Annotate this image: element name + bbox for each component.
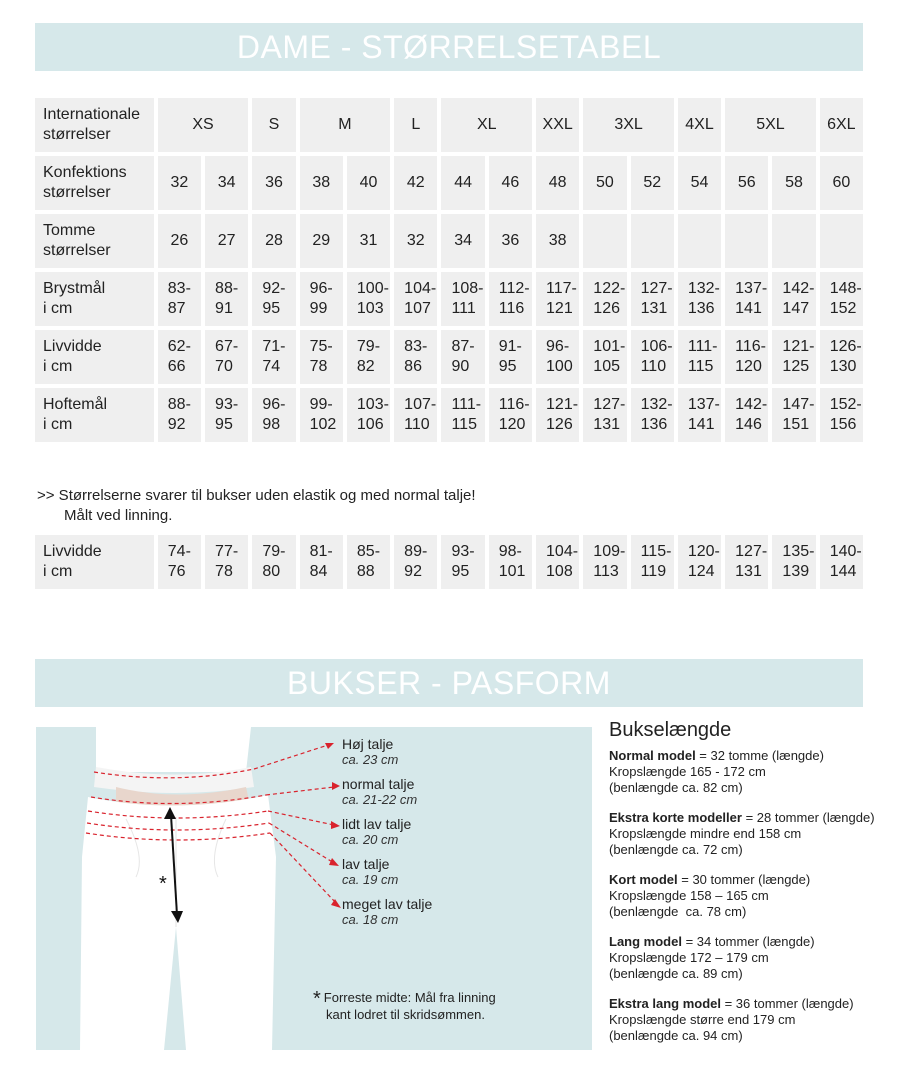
length-body: Kropslængde 165 - 172 cm [609, 764, 766, 779]
chest-range: 88- 91 [205, 272, 248, 326]
size-table-header: DAME - STØRRELSETABEL [35, 23, 863, 71]
footnote-line-1: Forreste midte: Mål fra linning [323, 990, 496, 1005]
waist-level-measure: ca. 18 cm [342, 912, 399, 927]
size-label: XS [158, 98, 249, 152]
hip-range: 116- 120 [489, 388, 532, 442]
chest-range: 104- 107 [394, 272, 437, 326]
waistband-range: 140- 144 [820, 535, 863, 589]
inch-value: 28 [252, 214, 295, 268]
waist-label-slightly-low [342, 816, 411, 848]
size-value: 46 [489, 156, 532, 210]
inch-value [631, 214, 674, 268]
size-label: 5XL [725, 98, 816, 152]
row-label: Hoftemål i cm [35, 388, 154, 442]
waist-level-name: normal talje [342, 776, 415, 792]
hip-range: 93- 95 [205, 388, 248, 442]
size-table [31, 94, 867, 446]
hip-range: 96- 98 [252, 388, 295, 442]
hip-range: 127- 131 [583, 388, 626, 442]
hip-range: 142- 146 [725, 388, 768, 442]
length-item-heading [609, 748, 899, 764]
size-label: 3XL [583, 98, 674, 152]
hip-range: 152- 156 [820, 388, 863, 442]
row-label: Internationale størrelser [35, 98, 154, 152]
length-body: Kropslængde 172 – 179 cm [609, 950, 769, 965]
waistband-range: 85- 88 [347, 535, 390, 589]
waist-range: 96- 100 [536, 330, 579, 384]
waist-level-measure: ca. 21-22 cm [342, 792, 418, 807]
length-leg: (benlængde ca. 89 cm) [609, 966, 743, 981]
size-value: 60 [820, 156, 863, 210]
inch-value: 34 [441, 214, 484, 268]
waistband-range: 81- 84 [300, 535, 343, 589]
waist-range: 101- 105 [583, 330, 626, 384]
chest-range: 142- 147 [772, 272, 815, 326]
length-item [609, 934, 899, 982]
waistband-range: 127- 131 [725, 535, 768, 589]
arrowheads [325, 743, 341, 908]
inch-value [820, 214, 863, 268]
chest-range: 132- 136 [678, 272, 721, 326]
waist-range: 75- 78 [300, 330, 343, 384]
waistband-range: 120- 124 [678, 535, 721, 589]
inch-value: 36 [489, 214, 532, 268]
inch-value: 26 [158, 214, 201, 268]
length-model-name: Ekstra lang model [609, 996, 721, 1011]
inch-value: 38 [536, 214, 579, 268]
inch-value [772, 214, 815, 268]
waist-range: 87- 90 [441, 330, 484, 384]
row-label: Brystmål i cm [35, 272, 154, 326]
length-item-heading [609, 872, 899, 888]
trouser-length-title: Bukselængde [609, 719, 732, 741]
length-leg: (benlængde ca. 82 cm) [609, 780, 743, 795]
length-model-name: Lang model [609, 934, 682, 949]
hip-range: 103- 106 [347, 388, 390, 442]
size-value: 40 [347, 156, 390, 210]
length-item-heading [609, 996, 899, 1012]
waistband-range: 93- 95 [441, 535, 484, 589]
chest-range: 108- 111 [441, 272, 484, 326]
length-item [609, 996, 899, 1044]
size-value: 52 [631, 156, 674, 210]
waist-label-very-low [342, 896, 432, 928]
length-model-name: Kort model [609, 872, 678, 887]
pointer-normal [266, 787, 334, 795]
length-model-inches: = 32 tomme (længde) [695, 748, 824, 763]
hip-range: 147- 151 [772, 388, 815, 442]
waist-range: 121- 125 [772, 330, 815, 384]
waist-label-low [342, 856, 398, 888]
pointer-very-low [270, 833, 336, 903]
waist-range: 79- 82 [347, 330, 390, 384]
row-inches [35, 214, 863, 268]
length-item-heading [609, 810, 899, 826]
waistband-range: 135- 139 [772, 535, 815, 589]
size-label: M [300, 98, 391, 152]
size-value: 38 [300, 156, 343, 210]
waistband-range: 109- 113 [583, 535, 626, 589]
row-international [35, 98, 863, 152]
chest-range: 122- 126 [583, 272, 626, 326]
waist-range: 91- 95 [489, 330, 532, 384]
footnote [313, 990, 496, 1023]
hip-range: 107- 110 [394, 388, 437, 442]
waist-label-high [342, 736, 398, 768]
length-leg: (benlængde ca. 72 cm) [609, 842, 743, 857]
inch-value: 31 [347, 214, 390, 268]
waist-range: 67- 70 [205, 330, 248, 384]
size-note [37, 486, 476, 526]
size-value: 50 [583, 156, 626, 210]
size-value: 42 [394, 156, 437, 210]
length-model-inches: = 34 tommer (længde) [681, 934, 815, 949]
chest-range: 112- 116 [489, 272, 532, 326]
note-line-1: >> Størrelserne svarer til bukser uden elastik og med normal talje! [37, 487, 476, 504]
length-body: Kropslængde 158 – 165 cm [609, 888, 769, 903]
row-label: Tomme størrelser [35, 214, 154, 268]
inch-value [678, 214, 721, 268]
trouser-length-section [609, 719, 899, 1058]
row-label: Livvidde i cm [35, 330, 154, 384]
length-model-name: Normal model [609, 748, 696, 763]
note-line-2: Målt ved linning. [64, 507, 173, 524]
waistband-range: 89- 92 [394, 535, 437, 589]
inch-value: 27 [205, 214, 248, 268]
pointer-slightly-low [268, 811, 334, 825]
length-item [609, 872, 899, 920]
waist-range: 116- 120 [725, 330, 768, 384]
length-item [609, 748, 899, 796]
waist-range: 83- 86 [394, 330, 437, 384]
chest-range: 127- 131 [631, 272, 674, 326]
size-value: 54 [678, 156, 721, 210]
waistband-range: 98- 101 [489, 535, 532, 589]
waistband-range: 104- 108 [536, 535, 579, 589]
hip-range: 121- 126 [536, 388, 579, 442]
inch-value: 32 [394, 214, 437, 268]
waist-level-name: Høj talje [342, 736, 394, 752]
size-value: 36 [252, 156, 295, 210]
chest-range: 117- 121 [536, 272, 579, 326]
chest-range: 100- 103 [347, 272, 390, 326]
length-model-name: Ekstra korte modeller [609, 810, 742, 825]
waist-range: 126- 130 [820, 330, 863, 384]
inch-value: 29 [300, 214, 343, 268]
size-value: 48 [536, 156, 579, 210]
row-waist [35, 330, 863, 384]
chest-range: 137- 141 [725, 272, 768, 326]
waist-range: 106- 110 [631, 330, 674, 384]
length-item-heading [609, 934, 899, 950]
row-label: Konfektions størrelser [35, 156, 154, 210]
size-value: 58 [772, 156, 815, 210]
waist-level-name: lav talje [342, 856, 390, 872]
waistband-range: 74- 76 [158, 535, 201, 589]
top-garment [96, 727, 251, 772]
chest-range: 96- 99 [300, 272, 343, 326]
fit-header: BUKSER - PASFORM [35, 659, 863, 707]
row-waistband [35, 535, 863, 589]
size-label: 6XL [820, 98, 863, 152]
trouser-length-list [609, 748, 899, 1044]
waistband-range: 79- 80 [252, 535, 295, 589]
length-model-inches: = 36 tommer (længde) [720, 996, 854, 1011]
size-label: XXL [536, 98, 579, 152]
pointer-high [254, 745, 328, 769]
row-chest [35, 272, 863, 326]
hip-range: 137- 141 [678, 388, 721, 442]
row-label: Livvidde i cm [35, 535, 154, 589]
inch-value [725, 214, 768, 268]
waist-range: 71- 74 [252, 330, 295, 384]
size-value: 44 [441, 156, 484, 210]
length-item [609, 810, 899, 858]
pointer-low [269, 823, 334, 863]
size-label: XL [441, 98, 532, 152]
waist-range: 111- 115 [678, 330, 721, 384]
length-model-inches: = 28 tommer (længde) [741, 810, 875, 825]
hip-range: 88- 92 [158, 388, 201, 442]
chest-range: 148- 152 [820, 272, 863, 326]
row-confection [35, 156, 863, 210]
hip-range: 132- 136 [631, 388, 674, 442]
waist-level-measure: ca. 19 cm [342, 872, 399, 887]
footnote-star: * [313, 988, 321, 1010]
waistband-range: 77- 78 [205, 535, 248, 589]
size-label: 4XL [678, 98, 721, 152]
size-label: S [252, 98, 295, 152]
waist-level-measure: ca. 23 cm [342, 752, 399, 767]
row-hip [35, 388, 863, 442]
hip-range: 99- 102 [300, 388, 343, 442]
waist-level-name: lidt lav talje [342, 816, 412, 832]
waist-level-name: meget lav talje [342, 896, 433, 912]
inch-value [583, 214, 626, 268]
length-model-inches: = 30 tommer (længde) [677, 872, 811, 887]
waist-range: 62- 66 [158, 330, 201, 384]
waistband-range: 115- 119 [631, 535, 674, 589]
length-leg: (benlængde ca. 94 cm) [609, 1028, 743, 1043]
footnote-line-2: kant lodret til skridsømmen. [326, 1007, 485, 1022]
size-value: 34 [205, 156, 248, 210]
size-value: 56 [725, 156, 768, 210]
waist-label-normal [342, 776, 417, 808]
length-leg: (benlængde ca. 78 cm) [609, 904, 747, 919]
waistband-table [31, 531, 867, 593]
waist-level-measure: ca. 20 cm [342, 832, 399, 847]
hip-range: 111- 115 [441, 388, 484, 442]
chest-range: 92- 95 [252, 272, 295, 326]
length-body: Kropslængde større end 179 cm [609, 1012, 796, 1027]
size-label: L [394, 98, 437, 152]
length-body: Kropslængde mindre end 158 cm [609, 826, 802, 841]
front-mark: * [159, 873, 167, 895]
chest-range: 83- 87 [158, 272, 201, 326]
size-value: 32 [158, 156, 201, 210]
